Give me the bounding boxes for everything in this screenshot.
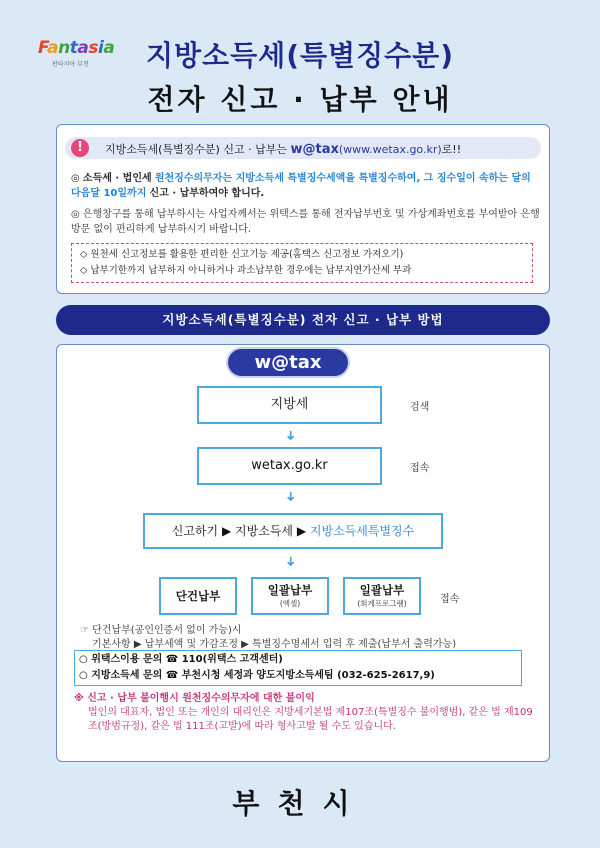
step-search-side: 검색: [410, 402, 430, 413]
wetax-logo-pill: w@tax: [228, 349, 348, 376]
page-title: 지방소득세(특별징수분): [145, 39, 455, 72]
exclamation-icon: !: [71, 139, 89, 157]
notice-prefix: 지방소득세(특별징수분) 신고 · 납부는: [105, 143, 287, 156]
logo-subtitle: 판타지아 부천: [52, 61, 89, 68]
step-connect-side: 접속: [410, 463, 430, 474]
method-banner: 지방소득세(특별징수분) 전자 신고 · 납부 방법: [56, 305, 550, 335]
options-side: 접속: [440, 594, 460, 605]
option-bulk-excel: 일괄납부 (엑셀): [251, 577, 329, 615]
sub-note-item: ◇ 납부기한까지 납부하지 아니하거나 과소납부한 경우에는 납부지연가산세 부과: [80, 265, 412, 276]
down-arrow-icon: ➜: [282, 556, 298, 567]
issuer-footer: 부천시: [232, 787, 368, 820]
step-search: 지방세: [197, 386, 382, 424]
option-single-payment: 단건납부: [159, 577, 237, 615]
option-bulk-accounting: 일괄납부 (회계프로그램): [343, 577, 421, 615]
page-subtitle: 전자 신고 · 납부 안내: [147, 83, 453, 116]
paragraph-bank: ◎ 은행창구를 통해 납부하시는 사업자께서는 위택스를 통해 전자납부번호 및 가상계좌번호를 부여받아 은행방문 없이 편리하게 납부하시기 바랍니다.: [71, 209, 540, 235]
contact-box: [74, 650, 522, 686]
logo-wordmark: Fantasia: [38, 38, 115, 58]
sub-note-item: ◇ 원천세 신고정보를 활용한 편리한 신고기능 제공(홈택스 신고정보 가져오기): [80, 249, 404, 260]
down-arrow-icon: ➜: [282, 491, 298, 502]
contact-wetax: ○ 위택스이용 문의 ☎ 110(위택스 고객센터): [79, 654, 283, 665]
penalty-warning: ※ 신고 · 납부 불이행시 원천징수의무자에 대한 불이익 법인의 대표자, 법인 또는 개인의 대리인은 지방세기본법 제107조(특별징수 불이행범), 같은 법 제109조(방범규정), 같은 법 111조(고발)에 따라 형사고발 될 수도 있습니다.: [74, 693, 533, 732]
down-arrow-icon: ➜: [282, 430, 298, 441]
step-connect: wetax.go.kr: [197, 447, 382, 485]
notice-text: [105, 141, 461, 157]
wetax-brand: w@tax: [290, 142, 339, 157]
wetax-url[interactable]: (www.wetax.go.kr): [338, 143, 442, 156]
step-menu-path: 신고하기 ▶ 지방소득세 ▶ 지방소득세특별징수: [143, 513, 443, 549]
sub-notes: [71, 243, 533, 283]
notice-suffix: 로!!: [441, 143, 462, 156]
notice-bar: [65, 137, 541, 159]
single-payment-note: ☞ 단건납부(공인인증서 없이 가능)시 기본사항 ▶ 납부세액 및 가감조정 ▶ 특별징수명세서 입력 후 제출(납부서 출력가능): [80, 625, 457, 650]
paragraph-deadline: ◎ 소득세 · 법인세 원천징수의무자는 지방소득세 특별징수세액을 특별징수하여, 그 징수일이 속하는 달의 다음달 10일까지 신고 · 납부하여야 합니다.: [71, 173, 531, 199]
contact-local-tax: ○ 지방소득세 문의 ☎ 부천시청 세정과 양도지방소득세팀 (032-625-2617,9): [79, 670, 435, 681]
info-box: [56, 124, 550, 294]
